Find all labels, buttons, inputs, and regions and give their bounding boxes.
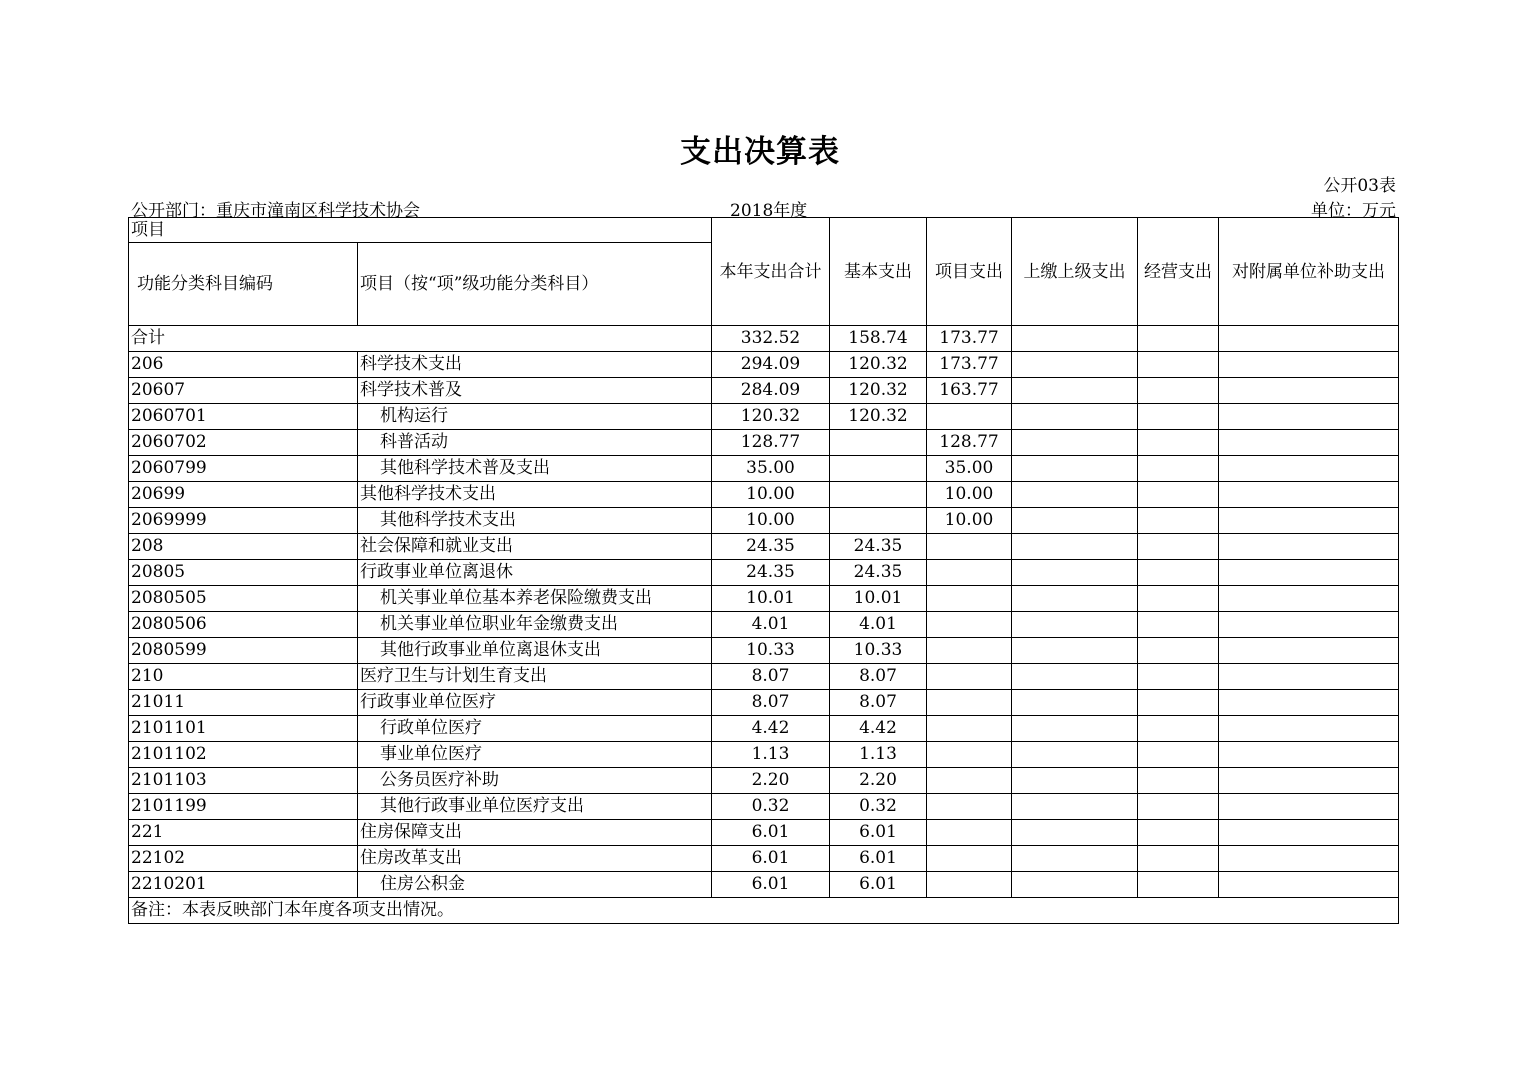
basic-cell: 2.20 — [830, 768, 927, 794]
name-cell: 机关事业单位职业年金缴费支出 — [358, 612, 712, 638]
basic-cell — [830, 508, 927, 534]
code-cell: 2060701 — [129, 404, 358, 430]
basic-cell: 8.07 — [830, 664, 927, 690]
project-cell — [927, 820, 1012, 846]
business-cell — [1138, 742, 1219, 768]
table-row — [129, 768, 1399, 794]
upper-cell — [1012, 742, 1138, 768]
basic-cell — [830, 482, 927, 508]
upper-cell — [1012, 560, 1138, 586]
total-cell: 35.00 — [712, 456, 830, 482]
basic-cell: 24.35 — [830, 534, 927, 560]
name-cell: 科普活动 — [358, 430, 712, 456]
subsidy-cell — [1219, 326, 1399, 352]
project-cell — [927, 716, 1012, 742]
project-cell — [927, 664, 1012, 690]
project-cell: 35.00 — [927, 456, 1012, 482]
basic-cell: 10.33 — [830, 638, 927, 664]
table-row — [129, 872, 1399, 898]
table-row — [129, 534, 1399, 560]
table-note: 备注：本表反映部门本年度各项支出情况。 — [129, 898, 1399, 924]
total-cell: 128.77 — [712, 430, 830, 456]
total-cell: 294.09 — [712, 352, 830, 378]
header-basic: 基本支出 — [830, 218, 927, 326]
table-row — [129, 846, 1399, 872]
upper-cell — [1012, 846, 1138, 872]
table-row — [129, 638, 1399, 664]
upper-cell — [1012, 872, 1138, 898]
subsidy-cell — [1219, 846, 1399, 872]
business-cell — [1138, 872, 1219, 898]
business-cell — [1138, 690, 1219, 716]
business-cell — [1138, 456, 1219, 482]
upper-cell — [1012, 352, 1138, 378]
code-cell: 2080599 — [129, 638, 358, 664]
basic-cell: 4.42 — [830, 716, 927, 742]
header-upper: 上缴上级支出 — [1012, 218, 1138, 326]
unit-label: 单位：万元 — [1311, 201, 1396, 221]
total-cell: 8.07 — [712, 664, 830, 690]
table-row — [129, 560, 1399, 586]
upper-cell — [1012, 794, 1138, 820]
business-cell — [1138, 794, 1219, 820]
upper-cell — [1012, 612, 1138, 638]
business-cell — [1138, 846, 1219, 872]
table-row — [129, 742, 1399, 768]
project-cell — [927, 768, 1012, 794]
name-cell: 其他科学技术支出 — [358, 482, 712, 508]
upper-cell — [1012, 378, 1138, 404]
project-cell — [927, 794, 1012, 820]
year-label: 2018年度 — [730, 201, 808, 221]
business-cell — [1138, 560, 1219, 586]
upper-cell — [1012, 768, 1138, 794]
business-cell — [1138, 430, 1219, 456]
business-cell — [1138, 716, 1219, 742]
subsidy-cell — [1219, 430, 1399, 456]
total-cell: 4.01 — [712, 612, 830, 638]
table-row — [129, 664, 1399, 690]
total-cell: 120.32 — [712, 404, 830, 430]
header-subsidy: 对附属单位补助支出 — [1219, 218, 1399, 326]
name-cell: 住房公积金 — [358, 872, 712, 898]
name-cell: 其他行政事业单位离退休支出 — [358, 638, 712, 664]
business-cell — [1138, 378, 1219, 404]
subsidy-cell — [1219, 508, 1399, 534]
basic-cell: 8.07 — [830, 690, 927, 716]
basic-cell: 4.01 — [830, 612, 927, 638]
header-project: 项目支出 — [927, 218, 1012, 326]
table-row — [129, 378, 1399, 404]
code-cell: 2101102 — [129, 742, 358, 768]
subsidy-cell — [1219, 612, 1399, 638]
header-item-group: 项目 — [129, 218, 712, 243]
subsidy-cell — [1219, 482, 1399, 508]
business-cell — [1138, 664, 1219, 690]
basic-cell: 6.01 — [830, 872, 927, 898]
code-cell: 210 — [129, 664, 358, 690]
subsidy-cell — [1219, 690, 1399, 716]
total-cell: 10.00 — [712, 508, 830, 534]
basic-cell: 120.32 — [830, 404, 927, 430]
header-total: 本年支出合计 — [712, 218, 830, 326]
total-cell: 2.20 — [712, 768, 830, 794]
name-cell: 公务员医疗补助 — [358, 768, 712, 794]
project-cell: 163.77 — [927, 378, 1012, 404]
code-cell: 2080506 — [129, 612, 358, 638]
name-cell: 其他行政事业单位医疗支出 — [358, 794, 712, 820]
code-cell: 2101103 — [129, 768, 358, 794]
total-cell: 4.42 — [712, 716, 830, 742]
code-cell: 2060702 — [129, 430, 358, 456]
business-cell — [1138, 586, 1219, 612]
table-row — [129, 586, 1399, 612]
project-cell: 173.77 — [927, 326, 1012, 352]
basic-cell: 24.35 — [830, 560, 927, 586]
business-cell — [1138, 404, 1219, 430]
page-title: 支出决算表 — [680, 134, 840, 170]
total-cell: 6.01 — [712, 846, 830, 872]
subsidy-cell — [1219, 638, 1399, 664]
name-cell: 其他科学技术普及支出 — [358, 456, 712, 482]
subsidy-cell — [1219, 456, 1399, 482]
upper-cell — [1012, 638, 1138, 664]
total-cell: 10.33 — [712, 638, 830, 664]
table-row — [129, 716, 1399, 742]
total-cell: 8.07 — [712, 690, 830, 716]
business-cell — [1138, 508, 1219, 534]
basic-cell: 120.32 — [830, 378, 927, 404]
table-row — [129, 508, 1399, 534]
project-cell — [927, 612, 1012, 638]
basic-cell: 158.74 — [830, 326, 927, 352]
code-cell: 2101199 — [129, 794, 358, 820]
code-cell: 20699 — [129, 482, 358, 508]
table-row — [129, 430, 1399, 456]
code-cell: 2069999 — [129, 508, 358, 534]
subsidy-cell — [1219, 378, 1399, 404]
basic-cell — [830, 456, 927, 482]
name-cell: 科学技术普及 — [358, 378, 712, 404]
project-cell — [927, 690, 1012, 716]
project-cell: 128.77 — [927, 430, 1012, 456]
business-cell — [1138, 326, 1219, 352]
upper-cell — [1012, 326, 1138, 352]
project-cell — [927, 586, 1012, 612]
name-cell: 机构运行 — [358, 404, 712, 430]
name-cell: 住房保障支出 — [358, 820, 712, 846]
subsidy-cell — [1219, 742, 1399, 768]
subsidy-cell — [1219, 560, 1399, 586]
header-business: 经营支出 — [1138, 218, 1219, 326]
upper-cell — [1012, 690, 1138, 716]
total-label: 合计 — [129, 326, 712, 352]
basic-cell: 6.01 — [830, 846, 927, 872]
code-cell: 206 — [129, 352, 358, 378]
code-cell: 20607 — [129, 378, 358, 404]
upper-cell — [1012, 508, 1138, 534]
business-cell — [1138, 352, 1219, 378]
code-cell: 22102 — [129, 846, 358, 872]
basic-cell: 0.32 — [830, 794, 927, 820]
business-cell — [1138, 638, 1219, 664]
name-cell: 行政事业单位离退休 — [358, 560, 712, 586]
code-cell: 2210201 — [129, 872, 358, 898]
subsidy-cell — [1219, 872, 1399, 898]
upper-cell — [1012, 664, 1138, 690]
name-cell: 行政单位医疗 — [358, 716, 712, 742]
name-cell: 住房改革支出 — [358, 846, 712, 872]
upper-cell — [1012, 716, 1138, 742]
basic-cell — [830, 430, 927, 456]
subsidy-cell — [1219, 352, 1399, 378]
table-row — [129, 612, 1399, 638]
project-cell: 10.00 — [927, 482, 1012, 508]
code-cell: 208 — [129, 534, 358, 560]
header-code: 功能分类科目编码 — [129, 243, 358, 326]
subsidy-cell — [1219, 586, 1399, 612]
table-row — [129, 404, 1399, 430]
upper-cell — [1012, 404, 1138, 430]
project-cell — [927, 742, 1012, 768]
basic-cell: 6.01 — [830, 820, 927, 846]
name-cell: 医疗卫生与计划生育支出 — [358, 664, 712, 690]
upper-cell — [1012, 586, 1138, 612]
table-row — [129, 482, 1399, 508]
project-cell — [927, 534, 1012, 560]
project-cell — [927, 638, 1012, 664]
table-row — [129, 690, 1399, 716]
project-cell: 10.00 — [927, 508, 1012, 534]
total-cell: 1.13 — [712, 742, 830, 768]
upper-cell — [1012, 820, 1138, 846]
total-row — [129, 326, 1399, 352]
business-cell — [1138, 768, 1219, 794]
subsidy-cell — [1219, 794, 1399, 820]
total-cell: 10.00 — [712, 482, 830, 508]
basic-cell: 1.13 — [830, 742, 927, 768]
name-cell: 科学技术支出 — [358, 352, 712, 378]
business-cell — [1138, 820, 1219, 846]
total-cell: 24.35 — [712, 560, 830, 586]
table-row — [129, 456, 1399, 482]
total-cell: 332.52 — [712, 326, 830, 352]
total-cell: 6.01 — [712, 872, 830, 898]
table-row — [129, 352, 1399, 378]
name-cell: 事业单位医疗 — [358, 742, 712, 768]
project-cell — [927, 846, 1012, 872]
business-cell — [1138, 482, 1219, 508]
project-cell — [927, 560, 1012, 586]
form-code: 公开03表 — [1323, 176, 1396, 196]
total-cell: 6.01 — [712, 820, 830, 846]
name-cell: 机关事业单位基本养老保险缴费支出 — [358, 586, 712, 612]
name-cell: 行政事业单位医疗 — [358, 690, 712, 716]
subsidy-cell — [1219, 534, 1399, 560]
subsidy-cell — [1219, 768, 1399, 794]
table-row — [129, 820, 1399, 846]
name-cell: 其他科学技术支出 — [358, 508, 712, 534]
name-cell: 社会保障和就业支出 — [358, 534, 712, 560]
upper-cell — [1012, 482, 1138, 508]
total-cell: 24.35 — [712, 534, 830, 560]
subsidy-cell — [1219, 404, 1399, 430]
table-row — [129, 794, 1399, 820]
upper-cell — [1012, 430, 1138, 456]
code-cell: 21011 — [129, 690, 358, 716]
total-cell: 284.09 — [712, 378, 830, 404]
total-cell: 0.32 — [712, 794, 830, 820]
total-cell: 10.01 — [712, 586, 830, 612]
basic-cell: 10.01 — [830, 586, 927, 612]
code-cell: 20805 — [129, 560, 358, 586]
project-cell — [927, 404, 1012, 430]
project-cell — [927, 872, 1012, 898]
code-cell: 2080505 — [129, 586, 358, 612]
code-cell: 2060799 — [129, 456, 358, 482]
project-cell: 173.77 — [927, 352, 1012, 378]
header-name: 项目（按“项”级功能分类科目） — [358, 243, 712, 326]
basic-cell: 120.32 — [830, 352, 927, 378]
business-cell — [1138, 612, 1219, 638]
subsidy-cell — [1219, 820, 1399, 846]
subsidy-cell — [1219, 716, 1399, 742]
upper-cell — [1012, 534, 1138, 560]
business-cell — [1138, 534, 1219, 560]
expenditure-table — [128, 217, 1399, 924]
upper-cell — [1012, 456, 1138, 482]
subsidy-cell — [1219, 664, 1399, 690]
code-cell: 221 — [129, 820, 358, 846]
code-cell: 2101101 — [129, 716, 358, 742]
department-label: 公开部门：重庆市潼南区科学技术协会 — [131, 201, 420, 221]
